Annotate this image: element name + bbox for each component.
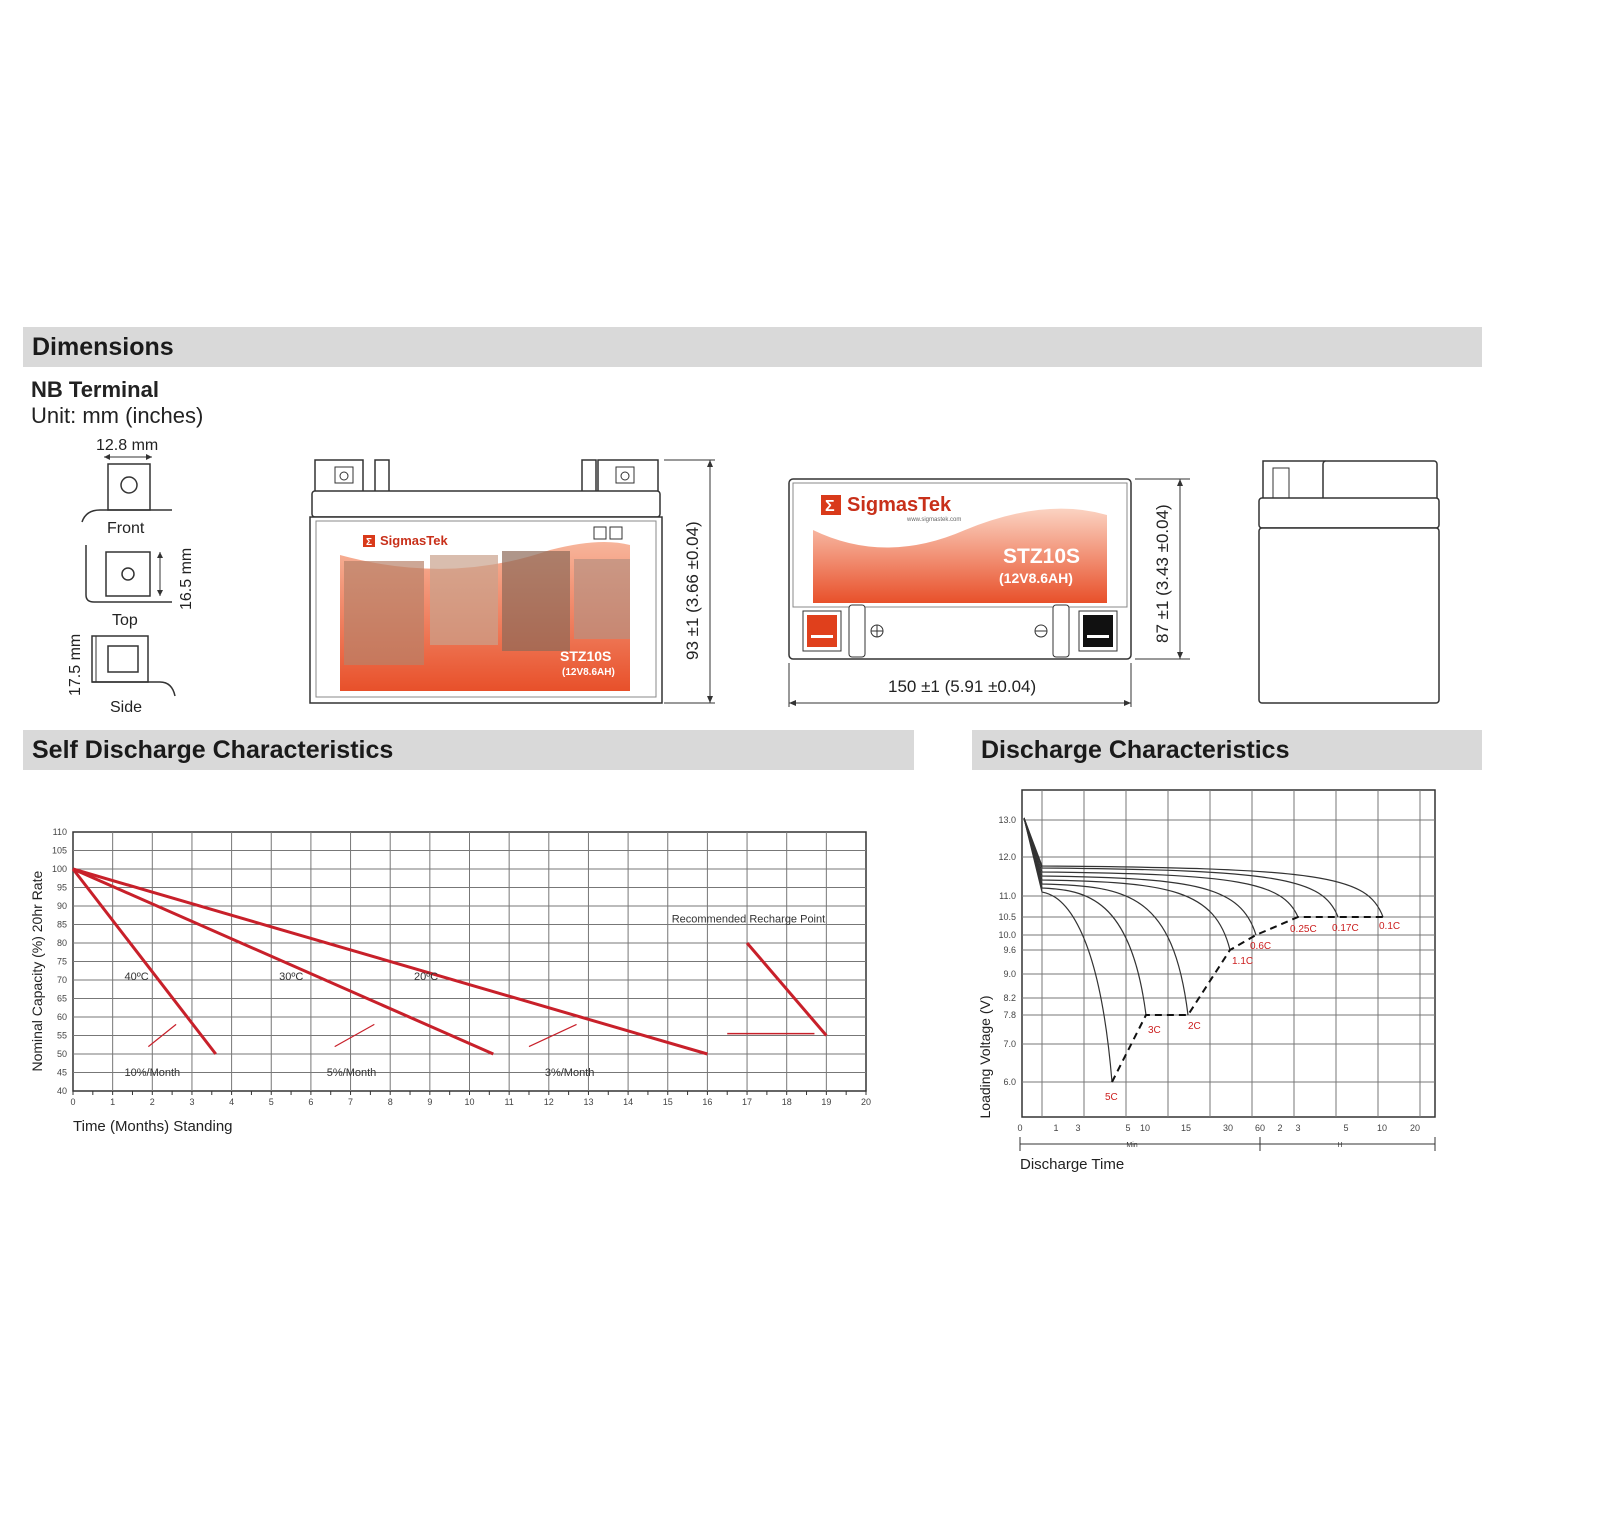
dc-x-tick: 3 xyxy=(1295,1123,1301,1133)
self-discharge-chart xyxy=(0,800,900,1160)
dimensions-title: Dimensions xyxy=(32,333,174,361)
sd-y-tick: 105 xyxy=(51,845,67,856)
sd-x-tick: 2 xyxy=(149,1097,155,1107)
sd-x-tick: 3 xyxy=(189,1097,195,1107)
dc-series-label: 1.1C xyxy=(1232,956,1254,967)
sd-x-tick: 1 xyxy=(110,1097,116,1107)
sd-x-tick: 10 xyxy=(464,1097,475,1107)
battery-top-view xyxy=(785,475,1195,715)
dc-x-tick: 5 xyxy=(1343,1123,1349,1133)
dc-y-tick: 13.0 xyxy=(998,815,1016,825)
dc-x-tick: 3 xyxy=(1075,1123,1081,1133)
front-spec: (12V8.6AH) xyxy=(562,667,615,678)
dimensions-header xyxy=(23,327,1482,367)
sd-x-tick: 18 xyxy=(781,1097,792,1107)
dc-y-tick: 7.8 xyxy=(1003,1010,1016,1020)
top-spec: (12V8.6AH) xyxy=(999,570,1073,586)
sd-x-tick: 12 xyxy=(543,1097,554,1107)
self-discharge-title: Self Discharge Characteristics xyxy=(32,736,394,764)
self-discharge-header xyxy=(23,730,914,770)
sd-series-label: 40ºC xyxy=(124,971,149,983)
sd-y-tick: 50 xyxy=(56,1049,67,1059)
sd-y-tick: 40 xyxy=(56,1086,67,1096)
sd-rate-label: 5%/Month xyxy=(326,1067,377,1080)
dc-series-label: 0.6C xyxy=(1250,941,1272,952)
sd-x-tick: 7 xyxy=(348,1097,354,1107)
front-brand: SigmasTek xyxy=(380,533,448,548)
dc-y-tick: 9.6 xyxy=(1003,945,1016,955)
dc-unit-h: H xyxy=(1337,1142,1343,1149)
discharge-header xyxy=(972,730,1482,770)
sd-x-tick: 16 xyxy=(702,1097,713,1107)
dc-y-tick: 11.0 xyxy=(999,891,1016,901)
dc-series-label: 2C xyxy=(1188,1021,1201,1032)
dc-x-tick: 5 xyxy=(1125,1123,1131,1133)
sd-y-tick: 80 xyxy=(56,938,67,948)
sd-y-tick: 60 xyxy=(56,1012,67,1022)
dc-y-tick: 10.0 xyxy=(998,930,1016,940)
sd-series-label: 30ºC xyxy=(279,971,304,983)
svg-text:Σ: Σ xyxy=(825,498,835,515)
terminal-drawing xyxy=(60,430,210,720)
terminal-side-label: 17.5 mm xyxy=(67,633,84,696)
top-depth-label: 87 ±1 (3.43 ±0.04) xyxy=(1153,504,1172,643)
top-model: STZ10S xyxy=(1003,545,1081,568)
sd-rate-label: 3%/Month xyxy=(544,1067,595,1080)
top-brand-url: www.sigmastek.com xyxy=(907,517,962,523)
dc-y-tick: 8.2 xyxy=(1003,993,1016,1003)
dc-x-tick: 10 xyxy=(1139,1123,1151,1133)
dc-x-tick: 30 xyxy=(1222,1123,1234,1133)
dc-x-tick: 0 xyxy=(1017,1123,1023,1133)
dc-y-tick: 12.0 xyxy=(998,852,1016,862)
dc-x-tick: 1 xyxy=(1053,1123,1059,1133)
sd-x-tick: 0 xyxy=(70,1097,76,1107)
sd-ylabel: Nominal Capacity (%) 20hr Rate xyxy=(29,870,45,1072)
dc-series-label: 5C xyxy=(1105,1092,1118,1103)
dc-series-label: 0.17C xyxy=(1332,923,1359,934)
sd-x-tick: 20 xyxy=(860,1097,872,1107)
sd-xlabel: Time (Months) Standing xyxy=(73,1118,233,1135)
dc-y-tick: 6.0 xyxy=(1003,1077,1016,1087)
terminal-height-label: 16.5 mm xyxy=(178,547,195,610)
front-label: Front xyxy=(107,520,145,537)
sd-x-tick: 8 xyxy=(387,1097,393,1107)
battery-side-view xyxy=(1255,458,1455,718)
sd-y-tick: 45 xyxy=(56,1067,67,1078)
sd-x-tick: 9 xyxy=(427,1097,433,1107)
sd-y-tick: 65 xyxy=(56,993,67,1004)
dc-x-tick: 10 xyxy=(1376,1123,1388,1133)
sd-y-tick: 75 xyxy=(56,956,67,967)
sd-rate-label: 10%/Month xyxy=(124,1067,181,1080)
sd-x-tick: 15 xyxy=(662,1097,673,1107)
side-label: Side xyxy=(110,699,143,716)
sd-series-label: 20ºC xyxy=(413,971,439,983)
discharge-title: Discharge Characteristics xyxy=(981,736,1290,764)
front-model: STZ10S xyxy=(560,648,612,664)
front-height-label: 93 ±1 (3.66 ±0.04) xyxy=(683,521,702,660)
dc-y-tick: 9.0 xyxy=(1003,969,1016,979)
sd-x-tick: 14 xyxy=(623,1097,634,1107)
sd-x-tick: 13 xyxy=(583,1097,594,1107)
dc-unit-min: Min xyxy=(1126,1142,1138,1149)
sd-x-tick: 6 xyxy=(308,1097,314,1107)
sd-y-tick: 70 xyxy=(56,975,67,985)
top-label: Top xyxy=(112,612,138,629)
dc-x-tick: 20 xyxy=(1409,1123,1421,1133)
dc-x-tick: 60 xyxy=(1254,1123,1266,1133)
dc-y-tick: 7.0 xyxy=(1003,1039,1016,1049)
sd-y-tick: 100 xyxy=(51,864,67,874)
sd-x-tick: 11 xyxy=(504,1097,514,1107)
unit-label: Unit: mm (inches) xyxy=(31,403,204,428)
length-label: 150 ±1 (5.91 ±0.04) xyxy=(888,677,1037,696)
battery-front-view xyxy=(300,455,730,715)
dc-ylabel: Loading Voltage (V) xyxy=(977,995,993,1119)
dc-xlabel: Discharge Time xyxy=(1020,1156,1125,1173)
dc-series-label: 0.25C xyxy=(1290,924,1317,935)
terminal-width-label: 12.8 mm xyxy=(96,437,159,454)
dc-series-label: 0.1C xyxy=(1379,921,1401,932)
sd-y-tick: 110 xyxy=(52,827,67,837)
terminal-title: NB Terminal xyxy=(31,377,159,402)
dc-x-tick: 15 xyxy=(1180,1123,1192,1133)
sd-x-tick: 4 xyxy=(229,1097,235,1107)
sd-annotation: Recommended Recharge Point xyxy=(671,913,826,926)
dc-y-tick: 10.5 xyxy=(998,912,1016,922)
sd-y-tick: 95 xyxy=(56,882,67,893)
dc-x-tick: 2 xyxy=(1277,1123,1283,1133)
discharge-chart xyxy=(960,780,1480,1180)
sd-x-tick: 19 xyxy=(821,1097,832,1107)
dc-series-label: 3C xyxy=(1148,1025,1161,1036)
sd-y-tick: 85 xyxy=(56,919,67,930)
top-brand: SigmasTek xyxy=(847,494,952,516)
svg-text:Σ: Σ xyxy=(366,537,373,548)
sd-x-tick: 5 xyxy=(268,1097,274,1107)
sd-x-tick: 17 xyxy=(742,1097,753,1107)
sd-y-tick: 90 xyxy=(56,901,67,911)
sd-y-tick: 55 xyxy=(56,1030,67,1041)
